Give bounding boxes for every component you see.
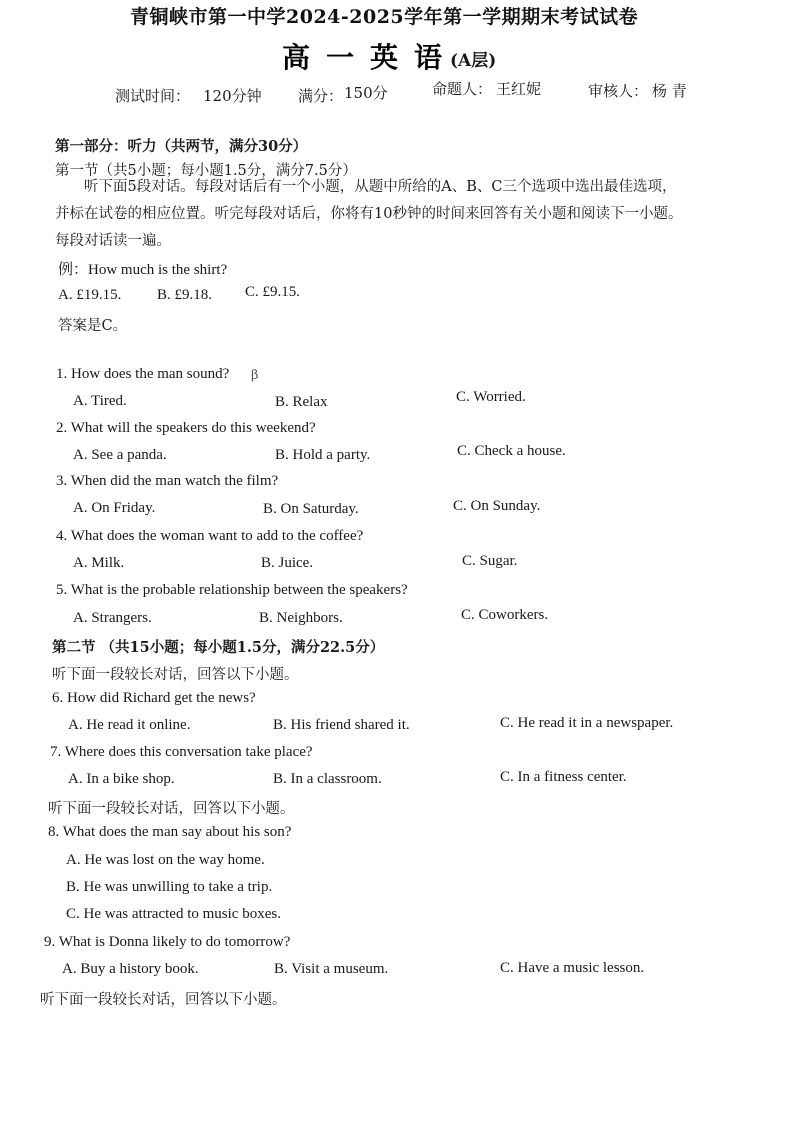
instructions-line-3: 每段对话读一遍。 <box>55 233 171 249</box>
section2-title: 第二节 （共15小题；每小题1.5分，满分22.5分） <box>52 639 385 656</box>
q6-option-c: C. He read it in a newspaper. <box>500 715 674 731</box>
setter-label: 命题人： <box>432 80 493 98</box>
test-time-value: 120分钟 <box>203 87 262 105</box>
question-6: 6. How did Richard get the news? <box>52 690 256 706</box>
example-answer: 答案是C。 <box>58 318 128 334</box>
question-1: 1. How does the man sound? <box>56 366 230 382</box>
q3-option-a: A. On Friday. <box>73 500 156 516</box>
question-5: 5. What is the probable relationship between the speakers? <box>56 582 408 598</box>
q7-option-c: C. In a fitness center. <box>500 769 627 785</box>
example-option-b: B. £9.18. <box>157 287 213 303</box>
setter-name: 王红妮 <box>496 80 542 98</box>
question-8: 8. What does the man say about his son? <box>48 824 292 840</box>
stray-mark: β <box>251 368 259 383</box>
q2-option-c: C. Check a house. <box>457 443 566 459</box>
q9-option-c: C. Have a music lesson. <box>500 960 645 976</box>
q9-option-b: B. Visit a museum. <box>274 961 389 977</box>
level-label: (A层) <box>450 51 497 71</box>
q6-option-a: A. He read it online. <box>68 717 191 733</box>
school-title: 青铜峡市第一中学2024-2025学年第一学期期末考试试卷 <box>130 6 639 28</box>
listen-instruction-2: 听下面一段较长对话，回答以下小题。 <box>48 801 295 817</box>
q5-option-b: B. Neighbors. <box>259 610 343 626</box>
listen-instruction-3: 听下面一段较长对话，回答以下小题。 <box>40 992 287 1008</box>
q2-option-b: B. Hold a party. <box>275 447 371 463</box>
question-7: 7. Where does this conversation take place? <box>50 744 313 760</box>
listen-instruction-1: 听下面一段较长对话，回答以下小题。 <box>52 667 299 683</box>
example-option-c: C. £9.15. <box>245 284 301 300</box>
example-option-a: A. £19.15. <box>58 287 122 303</box>
q1-option-b: B. Relax <box>275 394 328 410</box>
q8-option-b: B. He was unwilling to take a trip. <box>66 879 273 895</box>
q4-option-c: C. Sugar. <box>462 553 518 569</box>
q9-option-a: A. Buy a history book. <box>62 961 199 977</box>
q4-option-a: A. Milk. <box>73 555 125 571</box>
question-3: 3. When did the man watch the film? <box>56 473 279 489</box>
subject-title: 高一英语 <box>282 41 459 74</box>
full-score-label: 满分： <box>298 87 344 105</box>
q5-option-a: A. Strangers. <box>73 610 152 626</box>
instructions-line-1: 听下面5段对话。每段对话后有一个小题，从题中所给的A、B、C三个选项中选出最佳选项， <box>84 179 677 195</box>
instructions <box>55 174 760 255</box>
reviewer-label: 审核人： <box>588 82 649 100</box>
question-9: 9. What is Donna likely to do tomorrow? <box>44 934 291 950</box>
q8-option-a: A. He was lost on the way home. <box>66 852 265 868</box>
q7-option-a: A. In a bike shop. <box>68 771 175 787</box>
q3-option-b: B. On Saturday. <box>263 501 359 517</box>
q7-option-b: B. In a classroom. <box>273 771 382 787</box>
section1-title: 第一节（共5小题；每小题1.5分，满分7.5分） <box>55 163 357 179</box>
q5-option-c: C. Coworkers. <box>461 607 549 623</box>
instructions-line-2: 并标在试卷的相应位置。听完每段对话后，你将有10秒钟的时间来回答有关小题和阅读下一小题。 <box>55 206 683 222</box>
q4-option-b: B. Juice. <box>261 555 314 571</box>
q1-option-a: A. Tired. <box>73 393 127 409</box>
q2-option-a: A. See a panda. <box>73 447 167 463</box>
q8-option-c: C. He was attracted to music boxes. <box>66 906 281 922</box>
reviewer-name: 杨 青 <box>652 82 687 100</box>
question-2: 2. What will the speakers do this weekend? <box>56 420 316 436</box>
test-time-label: 测试时间： <box>115 87 191 105</box>
full-score-value: 150分 <box>344 84 388 102</box>
part1-title: 第一部分：听力（共两节，满分30分） <box>55 138 308 155</box>
question-4: 4. What does the woman want to add to the coffee? <box>56 528 364 544</box>
q1-option-c: C. Worried. <box>456 389 526 405</box>
q6-option-b: B. His friend shared it. <box>273 717 410 733</box>
example-question: 例：How much is the shirt? <box>58 262 228 278</box>
q3-option-c: C. On Sunday. <box>453 498 541 514</box>
